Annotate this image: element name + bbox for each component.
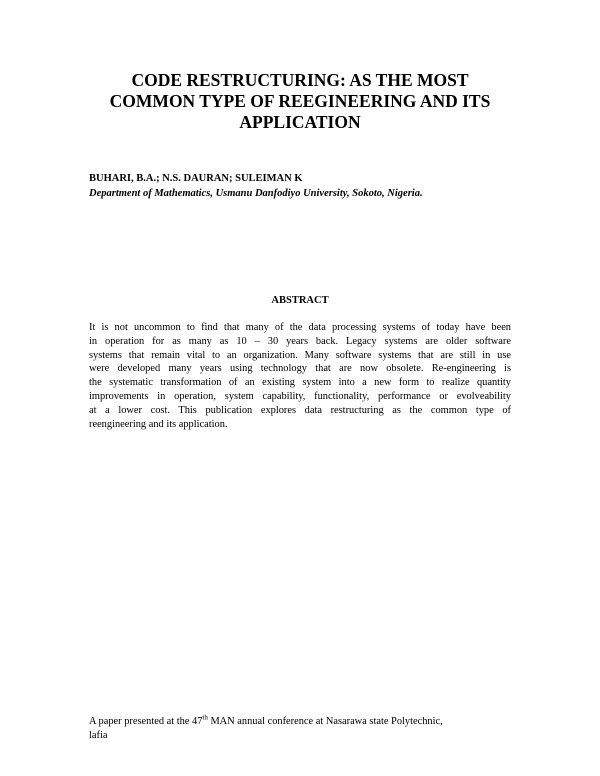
abstract-line: at a lower cost. This publication explores data restructuring as the common type of [89, 404, 511, 416]
conference-footnote [89, 715, 529, 742]
author-affiliation: Department of Mathematics, Usmanu Danfodiyo University, Sokoto, Nigeria. [89, 188, 423, 199]
footnote-suffix: MAN annual conference at Nasarawa state Polytechnic, [207, 716, 443, 727]
abstract-body [89, 321, 511, 431]
abstract-line: the systematic transformation of an existing system into a new form to realize quantity [89, 377, 511, 389]
abstract-line: It is not uncommon to find that many of the data processing systems of today have been [89, 322, 511, 333]
footnote-line: lafia [89, 729, 108, 741]
footnote-superscript: th [202, 713, 208, 722]
abstract-line: were developed many years using technology that are now obsolete. Re-engineering is [89, 363, 511, 375]
paper-title [60, 70, 540, 133]
abstract-line: in operation for as many as 10 – 30 years back. Legacy systems are older software [89, 335, 511, 347]
abstract-line: reengineering and its application. [89, 418, 228, 430]
footnote-line [89, 715, 529, 729]
footnote-prefix: A paper presented at the 47 [89, 716, 203, 727]
author-list: BUHARI, B.A.; N.S. DAURAN; SULEIMAN K [89, 173, 303, 184]
abstract-line: systems that remain vital to an organization. Many software systems that are still in use [89, 349, 511, 361]
title-line: COMMON TYPE OF REEGINEERING AND ITS [109, 91, 491, 111]
abstract-heading: ABSTRACT [271, 295, 329, 306]
title-line: APPLICATION [239, 112, 361, 132]
title-line: CODE RESTRUCTURING: AS THE MOST [131, 70, 469, 90]
abstract-line: improvements in operation, system capability, functionality, performance or evolveability [89, 390, 511, 402]
